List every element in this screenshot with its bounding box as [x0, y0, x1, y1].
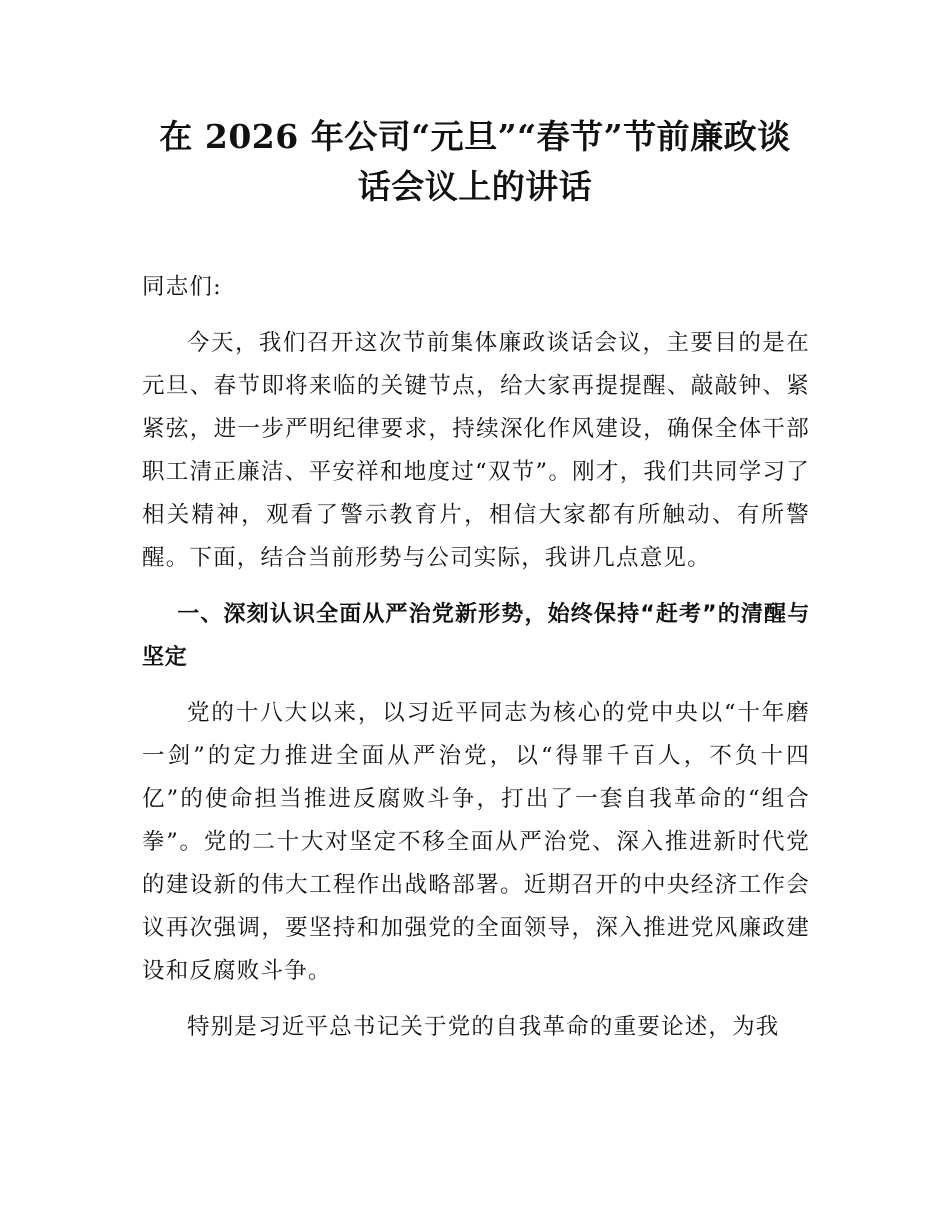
section-1-paragraph-2: 特别是习近平总书记关于党的自我革命的重要论述，为我 [187, 1014, 780, 1040]
opening-paragraph: 今天，我们召开这次节前集体廉政谈话会议，主要目的是在元旦、春节即将来临的关键节点，给大家再提提醒、敲敲钟、紧紧弦，进一步严明纪律要求，持续深化作风建设，确保全体干部职工清正廉洁、平安祥和地度过“双节”。刚才，我们共同学习了相关精神，观看了警示教育片，相信大家都有所触动、有所警醒。下面，结合当前形势与公司实际，我讲几点意见。 [142, 330, 810, 571]
title-line-2: 话会议上的讲话 [357, 167, 593, 206]
salutation: 同志们: [142, 274, 222, 300]
document-body [142, 266, 810, 1062]
document-title [140, 112, 810, 212]
title-line-1: 在 2026 年公司“元旦”“春节”节前廉政谈 [159, 117, 791, 156]
section-1-paragraph-1: 党的十八大以来，以习近平同志为核心的党中央以“十年磨一剑”的定力推进全面从严治党，以“得罪千百人，不负十四亿”的使命担当推进反腐败斗争，打出了一套自我革命的“组合拳”。党的二十大对坚定不移全面从严治党、深入推进新时代党的建设新的伟大工程作出战略部署。近期召开的中央经济工作会议再次强调，要坚持和加强党的全面领导，深入推进党风廉政建设和反腐败斗争。 [142, 700, 810, 984]
section-heading-1: 一、深刻认识全面从严治党新形势，始终保持“赶考”的清醒与坚定 [142, 602, 810, 670]
